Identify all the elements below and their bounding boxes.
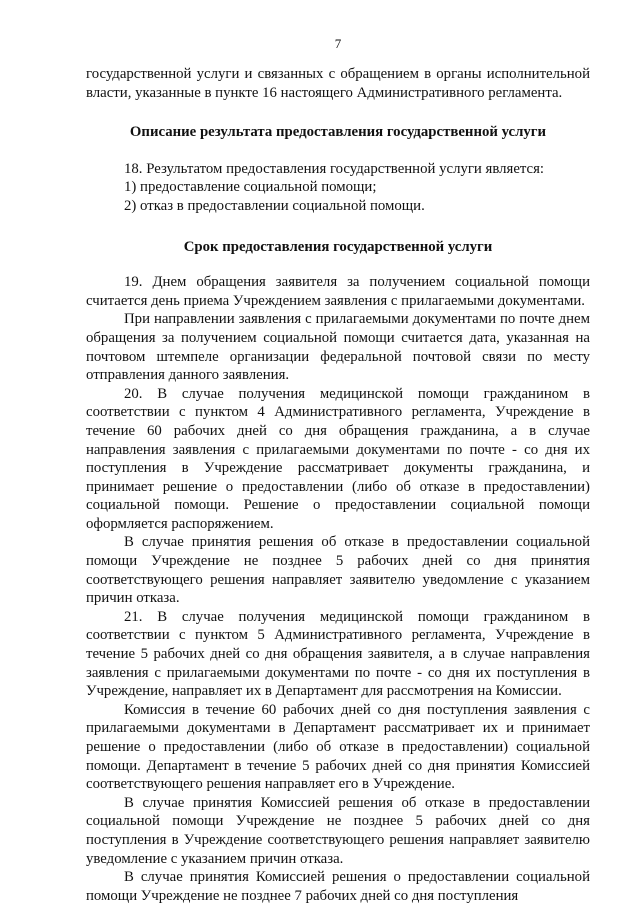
page-number: 7 [334,36,342,51]
list-item-1: 1) предоставление социальной помощи; [124,179,377,196]
paragraph-21-grant: В случае принятия Комиссией решения о предоставлении социальной помощи Учреждение не позднее 7 рабочих дней со дня поступления [86,869,590,904]
section-heading-result: Описание результата предоставления государственной услуги [129,124,547,141]
paragraph-18: 18. Результатом предоставления государственной услуги является: [124,160,545,177]
paragraph-21-commission: Комиссия в течение 60 рабочих дней со дня поступления заявления с прилагаемыми документами в Департамент рассматривает их и принимает решение о предоставлении (либо об отказе в предоставлении) социальной помощи. Департамент в течение 5 рабочих дней со дня принятия Комиссией соответствующего решения направляет его в Учреждение. [86,701,590,793]
paragraph-21: 21. В случае получения медицинской помощи гражданином в соответствии с пунктом 5 Административного регламента, Учреждение в течение 5 рабочих дней со дня обращения заявителя, а в случае направления заявления с прилагаемыми документами по почте - со дня их поступления в Учреждение, направляет их в Департамент для рассмотрения на Комиссии. [86,608,590,700]
paragraph-20: 20. В случае получения медицинской помощи гражданином в соответствии с пунктом 4 Административного регламента, Учреждение в течение 60 рабочих дней со дня обращения гражданина, а в случае направления заявления с прилагаемыми документами по почте - со дня их поступления в Учреждение рассматривает документы гражданина, и принимает решение о предоставлении (либо об отказе в предоставлении) социальной помощи. Решение о предоставлении социальной помощи оформляется распоряжением. [86,385,590,532]
intro-paragraph: государственной услуги и связанных с обращением в органы исполнительной власти, указанные в пункте 16 настоящего Административного регламента. [86,66,590,101]
paragraph-20-refusal: В случае принятия решения об отказе в предоставлении социальной помощи Учреждение не позднее 5 рабочих дней со дня принятия соответствующего решения направляет заявителю уведомление с указанием причин отказа. [86,534,590,607]
paragraph-19: 19. Днем обращения заявителя за получением социальной помощи считается день приема Учреждением заявления с прилагаемыми документами. [86,274,590,309]
paragraph-19-mail: При направлении заявления с прилагаемыми документами по почте днем обращения за получением социальной помощи считается дата, указанная на почтовом штемпеле организации федеральной почтовой связи по месту отправления данного заявления. [86,311,590,384]
document-page [86,36,590,905]
paragraph-21-refusal: В случае принятия Комиссией решения об отказе в предоставлении социальной помощи Учреждение не позднее 5 рабочих дней со дня поступления в Учреждение соответствующего решения направляет заявителю уведомление с указанием причин отказа. [86,794,590,867]
list-item-2: 2) отказ в предоставлении социальной помощи. [124,197,425,214]
section-heading-term: Срок предоставления государственной услуги [183,238,493,255]
